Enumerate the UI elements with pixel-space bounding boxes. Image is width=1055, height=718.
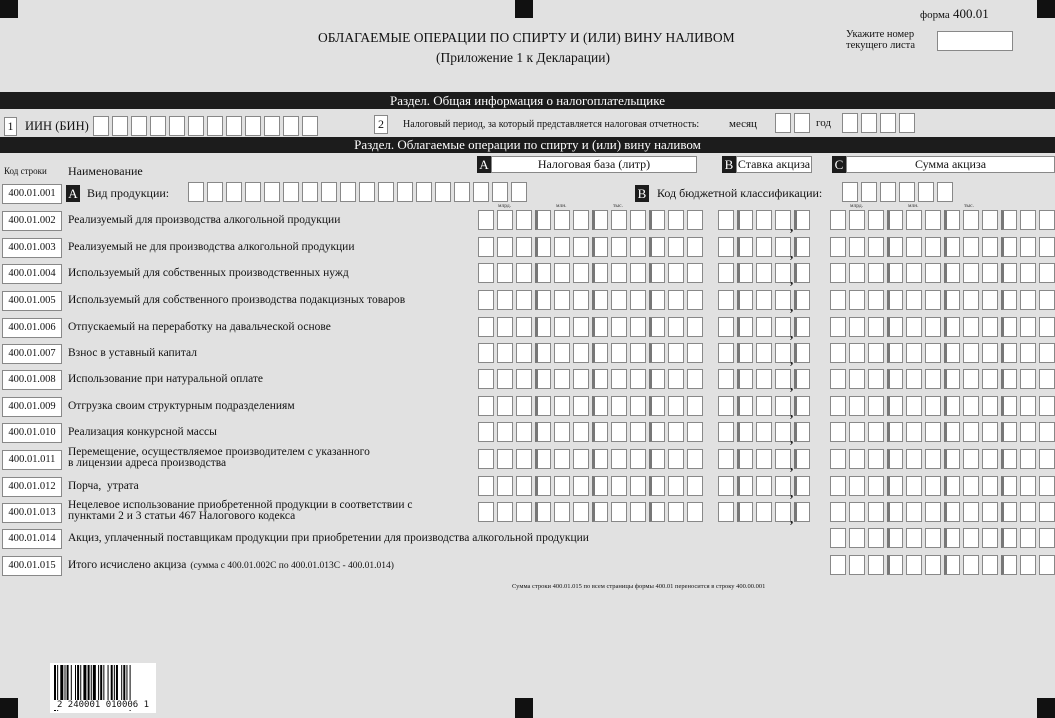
excise-sum-input[interactable] [830, 210, 1055, 230]
decimal-comma: , [790, 458, 794, 473]
col-code-header: Код строки [4, 166, 47, 176]
row-label-text: Нецелевое использование приобретенной продукции в соответствии с пунктами 2 и 3 статьи 467 Налогового кодекса [68, 499, 413, 522]
row-code: 400.01.005 [2, 291, 62, 311]
excise-rate-input[interactable] [718, 290, 813, 310]
tax-base-input[interactable] [478, 290, 706, 310]
excise-sum-input[interactable] [830, 369, 1055, 389]
corner-mark-bottom-left [0, 698, 18, 718]
excise-rate-input[interactable] [718, 210, 813, 230]
page-title: ОБЛАГАЕМЫЕ ОПЕРАЦИИ ПО СПИРТУ И (ИЛИ) ВИНУ НАЛИВОМ [318, 30, 735, 45]
barcode-bar [126, 665, 127, 701]
excise-sum-input[interactable] [830, 502, 1055, 522]
digit-mark-c-billions: млрд. [850, 203, 864, 209]
product-a-letter: A [66, 185, 80, 202]
tax-base-input[interactable] [478, 263, 706, 283]
barcode-bar [88, 665, 90, 701]
tax-base-input[interactable] [478, 343, 706, 363]
barcode-bar [80, 665, 81, 701]
barcode-bar [71, 665, 72, 701]
decimal-comma: , [790, 352, 794, 367]
iin-bin-input[interactable] [93, 116, 321, 136]
barcode-bar [60, 665, 63, 701]
barcode-text: 2 240001 010006 1 [50, 700, 156, 710]
year-label: год [816, 117, 832, 129]
tax-base-input[interactable] [478, 502, 706, 522]
row-label [68, 322, 331, 333]
page-subtitle: (Приложение 1 к Декларации) [436, 50, 610, 65]
excise-rate-input[interactable] [718, 343, 813, 363]
row-code: 400.01.012 [2, 477, 62, 497]
tax-base-input[interactable] [478, 422, 706, 442]
corner-mark-bottom-center [515, 698, 533, 718]
col-c-header: Сумма акциза [846, 156, 1055, 173]
row-label-text: Отпускаемый на переработку на давальческой основе [68, 321, 331, 333]
col-a-letter: A [477, 156, 491, 173]
row-code: 400.01.015 [2, 556, 62, 576]
row-label-text: Акциз, уплаченный поставщикам продукции при приобретении для производства алкогольной продукции [68, 532, 589, 544]
row-label-text: Реализация конкурсной массы [68, 426, 217, 438]
decimal-comma: , [790, 485, 794, 500]
row-code: 400.01.011 [2, 450, 62, 470]
row-label-text: Итого исчислено акциза [68, 559, 187, 571]
row-code: 400.01.006 [2, 318, 62, 338]
tax-base-input[interactable] [478, 369, 706, 389]
excise-sum-input[interactable] [830, 263, 1055, 283]
barcode-bar [114, 665, 115, 701]
col-c-letter: C [832, 156, 846, 173]
tax-base-input[interactable] [478, 449, 706, 469]
excise-sum-input[interactable] [830, 555, 1055, 575]
tax-base-input[interactable] [478, 210, 706, 230]
row-code: 400.01.013 [2, 503, 62, 523]
decimal-comma: , [790, 405, 794, 420]
row-label [68, 401, 295, 412]
excise-rate-input[interactable] [718, 502, 813, 522]
decimal-comma: , [790, 246, 794, 261]
row-code: 400.01.010 [2, 423, 62, 443]
sheet-number-input[interactable] [937, 31, 1013, 51]
barcode-bar [103, 665, 104, 701]
barcode-bar [83, 665, 86, 701]
excise-rate-input[interactable] [718, 449, 813, 469]
tax-base-input[interactable] [478, 237, 706, 257]
row-label [68, 215, 340, 226]
decimal-comma: , [790, 511, 794, 526]
excise-rate-input[interactable] [718, 317, 813, 337]
excise-sum-input[interactable] [830, 343, 1055, 363]
tax-base-input[interactable] [478, 476, 706, 496]
excise-sum-input[interactable] [830, 317, 1055, 337]
excise-sum-input[interactable] [830, 237, 1055, 257]
excise-sum-input[interactable] [830, 476, 1055, 496]
excise-sum-input[interactable] [830, 396, 1055, 416]
barcode-bar [98, 665, 99, 701]
barcode-bar [91, 665, 92, 701]
row-label-text: Отгрузка своим структурным подразделениям [68, 400, 295, 412]
digit-mark-a-thousands: тыс. [613, 203, 623, 209]
row-code: 400.01.008 [2, 370, 62, 390]
row-label [68, 374, 263, 385]
form-number: 400.01 [953, 6, 989, 21]
excise-rate-input[interactable] [718, 263, 813, 283]
corner-mark-bottom-right [1037, 698, 1055, 718]
kbk-b-letter: B [635, 185, 649, 202]
barcode-bar [100, 665, 102, 701]
month-label: месяц [729, 118, 757, 130]
iin-bin-label: ИИН (БИН) [25, 119, 89, 133]
tax-base-input[interactable] [478, 317, 706, 337]
col-a-header: Налоговая база (литр) [491, 156, 697, 173]
corner-mark-top-right [1037, 0, 1055, 18]
row-label [68, 500, 412, 522]
row-code: 400.01.007 [2, 344, 62, 364]
row-label-text: Перемещение, осуществляемое производителем с указанного в лицензии адреса производства [68, 446, 370, 469]
excise-sum-input[interactable] [830, 422, 1055, 442]
sheet-number-label: Укажите номер текущего листа [846, 29, 916, 51]
excise-rate-input[interactable] [718, 476, 813, 496]
decimal-comma: , [790, 326, 794, 341]
row-label [68, 348, 197, 359]
excise-rate-input[interactable] [718, 237, 813, 257]
barcode-bar [93, 665, 96, 701]
form-label: форма [920, 9, 950, 21]
digit-mark-c-thousands: тыс. [964, 203, 974, 209]
col-b-header: Ставка акциза [737, 157, 811, 171]
col-name-header: Наименование [68, 164, 143, 178]
excise-sum-input[interactable] [830, 528, 1055, 548]
decimal-comma: , [790, 219, 794, 234]
col-b-letter: B [722, 156, 736, 173]
barcode-bar [77, 665, 79, 701]
row-label [68, 268, 349, 279]
barcode-bar [67, 665, 69, 701]
barcode-bar [121, 665, 122, 701]
row-label-note: (сумма с 400.01.002C по 400.01.013C - 400.01.014) [190, 561, 394, 571]
footnote: Сумма строки 400.01.015 по всем страницы формы 400.01 переносится в строку 400.00.001 [512, 583, 766, 590]
row-code: 400.01.004 [2, 264, 62, 284]
row-label [68, 427, 217, 438]
row-label-text: Реализуемый для производства алкогольной продукции [68, 214, 341, 226]
tax-base-input[interactable] [478, 396, 706, 416]
year-input[interactable] [842, 113, 918, 133]
barcode-bar [65, 665, 66, 701]
row-label [68, 481, 139, 492]
row-label-text: Порча, утрата [68, 480, 139, 492]
product-code: 400.01.001 [2, 184, 62, 204]
barcode-bar [108, 665, 109, 701]
corner-mark-top-left [0, 0, 18, 18]
field-2-number: 2 [374, 115, 388, 134]
excise-sum-input[interactable] [830, 449, 1055, 469]
tax-period-label: Налоговый период, за который представляется налоговая отчетность: [403, 119, 700, 130]
row-label [68, 295, 405, 306]
decimal-comma: , [790, 378, 794, 393]
kbk-input[interactable] [842, 182, 956, 202]
row-label [68, 242, 355, 253]
excise-rate-input[interactable] [718, 396, 813, 416]
row-code: 400.01.003 [2, 238, 62, 258]
row-code: 400.01.014 [2, 529, 62, 549]
barcode-bar [75, 665, 76, 701]
product-type-input[interactable] [188, 182, 530, 202]
row-label-text: Использование при натуральной оплате [68, 373, 264, 385]
barcode-bar [111, 665, 113, 701]
barcode-bar [123, 665, 125, 701]
row-label-text: Используемый для собственных производственных нужд [68, 267, 349, 279]
digit-mark-a-millions: млн. [556, 203, 567, 209]
product-label: Вид продукции: [87, 186, 170, 200]
field-1-number: 1 [4, 117, 17, 136]
digit-mark-c-millions: млн. [908, 203, 919, 209]
excise-rate-input[interactable] [718, 422, 813, 442]
row-label-text: Взнос в уставный капитал [68, 347, 197, 359]
barcode-bar [116, 665, 118, 701]
row-label [68, 560, 394, 572]
row-code: 400.01.002 [2, 211, 62, 231]
digit-mark-a-billions: млрд. [498, 203, 512, 209]
row-code: 400.01.009 [2, 397, 62, 417]
decimal-comma: , [790, 299, 794, 314]
section-general-info: Раздел. Общая информация о налогоплательщике [0, 92, 1055, 109]
kbk-label: Код бюджетной классификации: [657, 186, 823, 200]
month-input[interactable] [775, 113, 813, 133]
decimal-comma: , [790, 431, 794, 446]
section-operations: Раздел. Облагаемые операции по спирту и (или) вину наливом [0, 137, 1055, 153]
row-label [68, 533, 589, 544]
excise-rate-input[interactable] [718, 369, 813, 389]
row-label [68, 447, 370, 469]
corner-mark-top-center [515, 0, 533, 18]
row-label-text: Реализуемый не для производства алкогольной продукции [68, 241, 355, 253]
decimal-comma: , [790, 272, 794, 287]
barcode [50, 663, 156, 713]
row-label-text: Используемый для собственного производства подакцизных товаров [68, 294, 406, 306]
excise-sum-input[interactable] [830, 290, 1055, 310]
